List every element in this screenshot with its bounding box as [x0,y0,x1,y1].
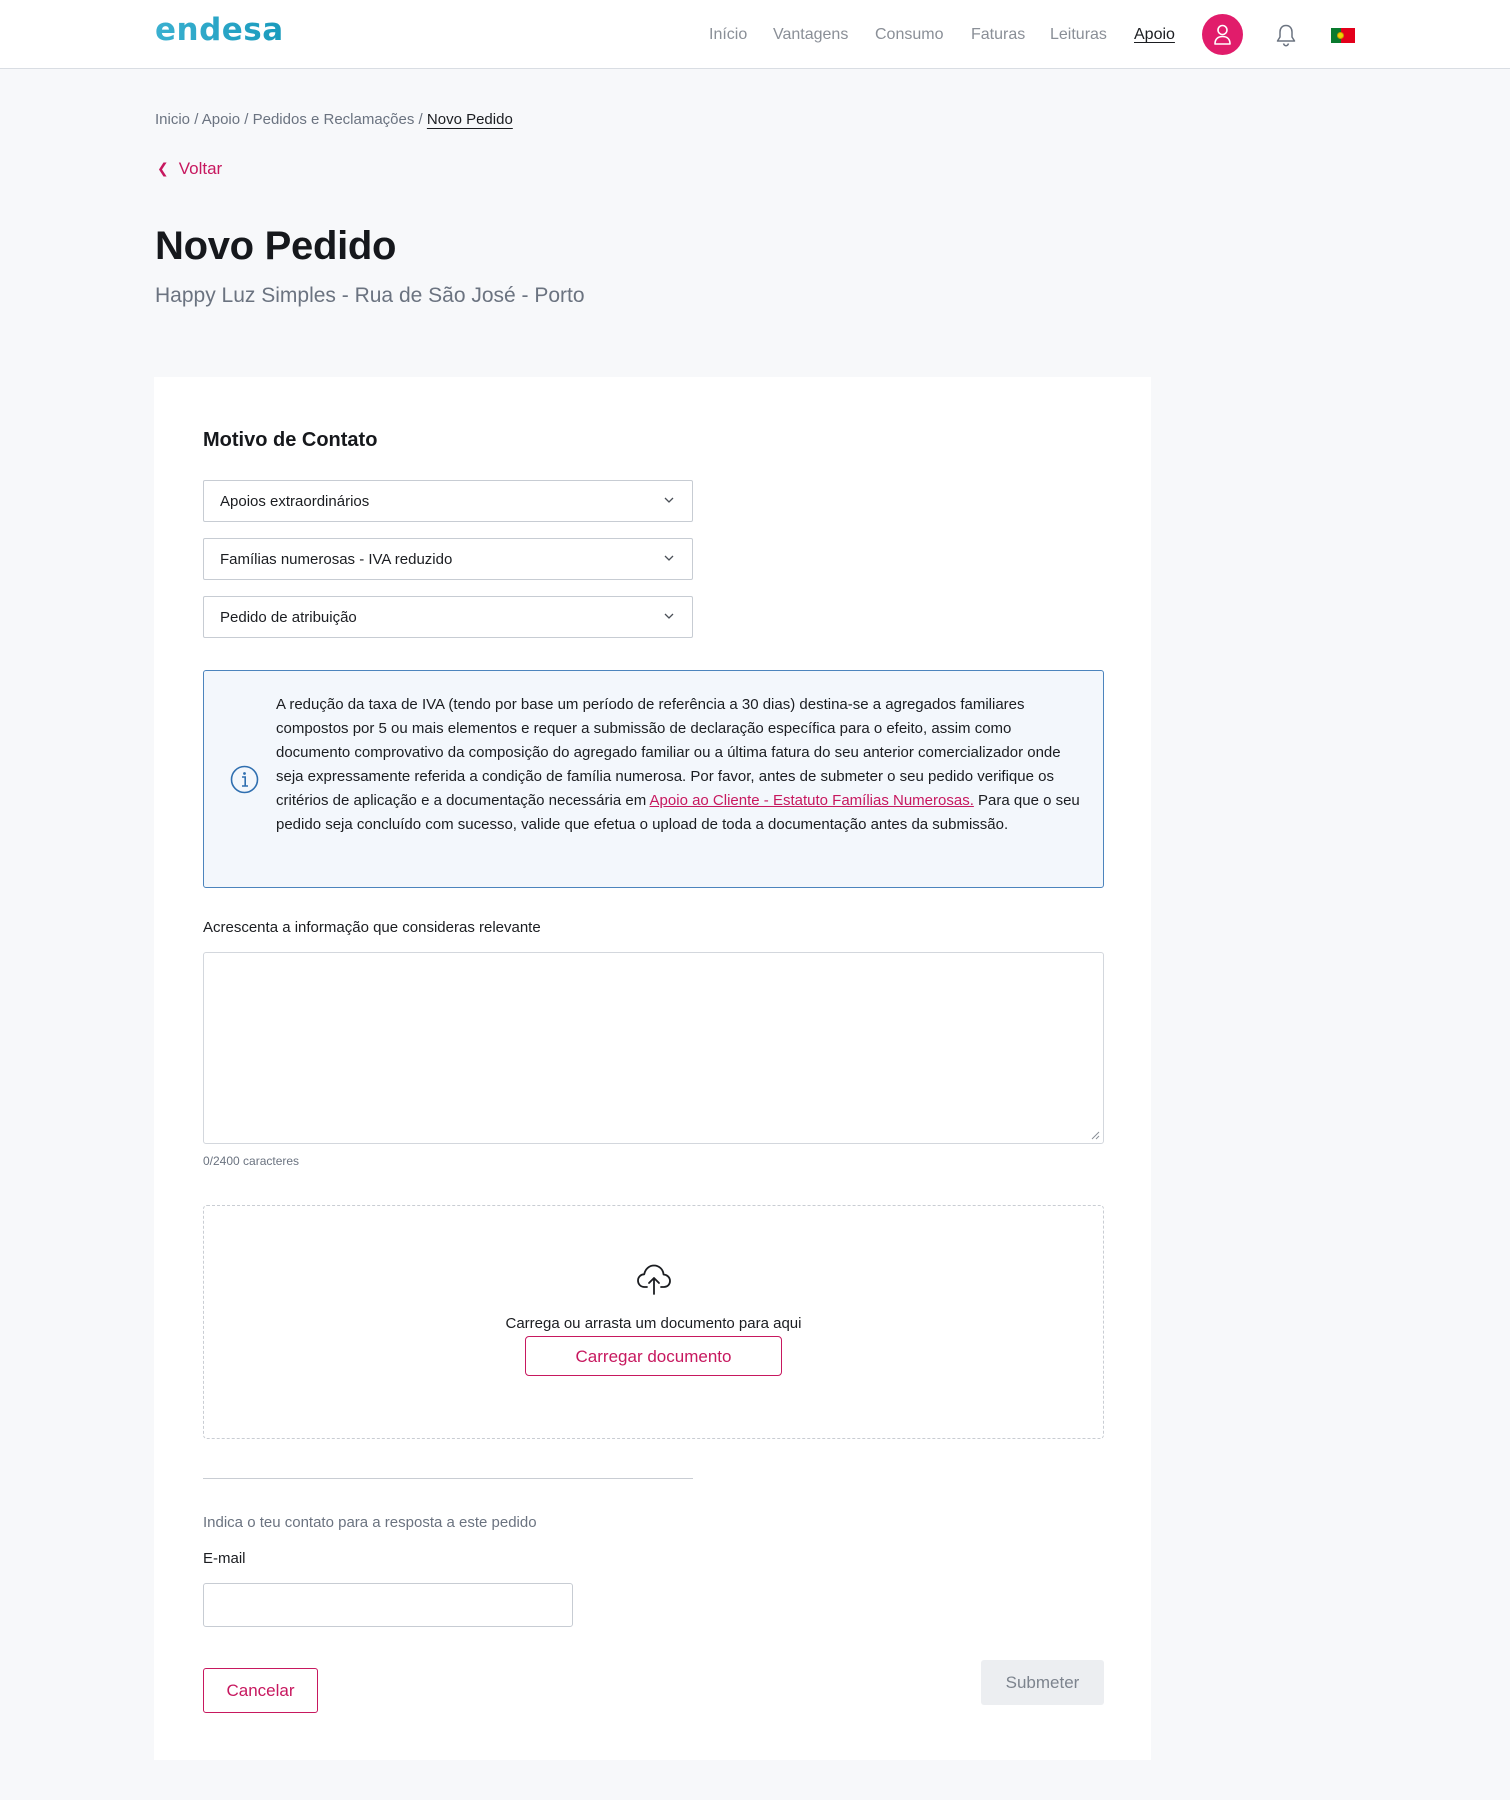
submit-button[interactable]: Submeter [981,1660,1104,1705]
back-link-label: Voltar [178,159,223,178]
info-text-after: Para que o seu pedido seja concluído com sucesso, valide que efetua o upload de toda a documentação antes da submissão. [276,792,1080,833]
dropzone-text: Carrega ou arrasta um documento para aqui [505,1315,802,1332]
section-title: Motivo de Contato [203,429,378,451]
request-type-select-value: Pedido de atribuição [220,609,357,626]
cloud-upload-icon [636,1262,672,1296]
request-form-card [154,377,1151,1760]
resize-grip-icon[interactable] [1091,1131,1100,1140]
page-subtitle: Happy Luz Simples - Rua de São José - Porto [155,284,585,307]
breadcrumb [155,110,513,130]
back-link[interactable] [157,158,222,180]
bell-icon [1275,23,1297,47]
breadcrumb-item-apoio[interactable]: Apoio [201,111,241,128]
chevron-left-icon: ❮ [157,160,169,176]
cancel-button[interactable]: Cancelar [203,1668,318,1713]
nav-item-inicio[interactable]: Início [709,26,748,43]
info-help-link[interactable]: Apoio ao Cliente - Estatuto Famílias Numerosas. [649,792,974,809]
nav-item-apoio[interactable]: Apoio [1134,26,1175,43]
info-notice [203,670,1104,888]
nav-item-consumo[interactable]: Consumo [875,26,944,43]
breadcrumb-separator: / [418,111,423,128]
top-header [0,0,1510,69]
email-field[interactable] [203,1583,573,1627]
info-icon [230,765,259,794]
profile-button[interactable] [1202,14,1243,55]
category-select-value: Apoios extraordinários [220,493,370,510]
breadcrumb-item-inicio[interactable]: Inicio [155,111,191,128]
contact-hint: Indica o teu contato para a resposta a este pedido [203,1514,537,1531]
breadcrumb-item-current: Novo Pedido [426,111,513,128]
details-textarea[interactable] [203,952,1104,1144]
nav-item-faturas[interactable]: Faturas [971,26,1026,43]
chevron-down-icon [664,613,674,620]
subcategory-select[interactable] [203,538,693,580]
char-counter: 0/2400 caracteres [203,1154,300,1168]
request-type-select[interactable] [203,596,693,638]
notifications-button[interactable] [1275,23,1297,52]
chevron-down-icon [664,497,674,504]
info-text-before: A redução da taxa de IVA (tendo por base um período de referência a 30 dias) destina-se a agregados familiares compostos por 5 ou mais elementos e requer a submissão de declaração específica para o efeito, assim como documento comprovativo da composição do agregado familiar ou a última fatura do seu anterior comercializador onde seja expressamente referida a condição de família numerosa. Por favor, antes de submeter o seu pedido verifique os critérios de aplicação e a documentação necessária em [276,696,1061,809]
breadcrumb-separator: / [194,111,199,128]
info-text [276,693,1084,837]
endesa-logo[interactable]: endesa [155,12,284,48]
upload-document-button[interactable]: Carregar documento [525,1336,782,1376]
details-label: Acrescenta a informação que consideras relevante [203,919,541,936]
language-selector[interactable] [1331,28,1355,43]
chevron-down-icon [664,555,674,562]
email-label: E-mail [203,1550,246,1567]
page-title: Novo Pedido [155,224,397,268]
nav-item-leituras[interactable]: Leituras [1050,26,1107,43]
breadcrumb-item-pedidos[interactable]: Pedidos e Reclamações [252,111,415,128]
divider [203,1478,693,1479]
breadcrumb-separator: / [244,111,249,128]
user-icon [1213,24,1232,45]
subcategory-select-value: Famílias numerosas - IVA reduzido [220,551,453,568]
category-select[interactable] [203,480,693,522]
nav-item-vantagens[interactable]: Vantagens [773,26,849,43]
upload-dropzone[interactable] [203,1205,1104,1439]
